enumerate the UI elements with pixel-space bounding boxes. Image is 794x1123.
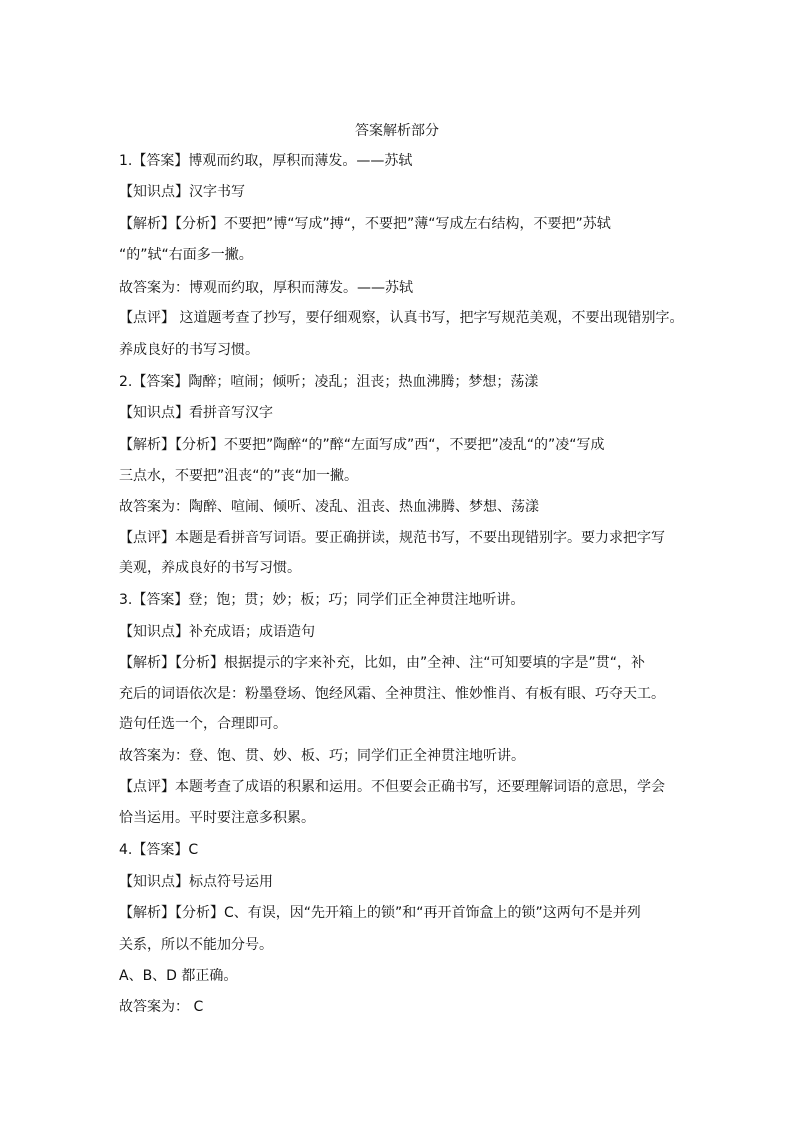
comment-2-cont: 美观，养成良好的书写习惯。 bbox=[119, 560, 301, 576]
analysis-1: 【解析】【分析】不要把”博“写成”搏“，不要把”薄“写成左右结构，不要把”苏轼 bbox=[119, 216, 611, 232]
answer-3: 3.【答案】登；饱；贯；妙；板；巧；同学们正全神贯注地听讲。 bbox=[119, 592, 525, 608]
final-answer-3: 故答案为：登、饱、贯、妙、板、巧；同学们正全神贯注地听讲。 bbox=[119, 748, 525, 764]
analysis-3-cont2: 造句任选一个，合理即可。 bbox=[119, 716, 287, 732]
analysis-3: 【解析】【分析】根据提示的字来补充，比如，由”全神、注“可知要填的字是”贯“，补 bbox=[119, 655, 646, 671]
final-answer-1: 故答案为：博观而约取，厚积而薄发。——苏轼 bbox=[119, 280, 413, 296]
analysis-4: 【解析】【分析】C、有误，因“先开箱上的锁”和“再开首饰盒上的锁”这两句不是并列 bbox=[119, 905, 641, 921]
answer-1: 1.【答案】博观而约取，厚积而薄发。——苏轼 bbox=[119, 153, 413, 169]
analysis-3-cont: 充后的词语依次是：粉墨登场、饱经风霜、全神贯注、惟妙惟肖、有板有眼、巧夺天工。 bbox=[119, 686, 665, 702]
analysis-2: 【解析】【分析】不要把”陶醉“的”醉“左面写成”西“，不要把”凌乱“的”凌“写成 bbox=[119, 437, 605, 453]
comment-1: 【点评】 这道题考查了抄写，要仔细观察，认真书写，把字写规范美观，不要出现错别字。 bbox=[119, 310, 684, 326]
answer-2: 2.【答案】陶醉；喧闹；倾听；凌乱；沮丧；热血沸腾；梦想；荡漾 bbox=[119, 374, 539, 390]
analysis-2-cont: 三点水，不要把”沮丧“的”丧“加一撇。 bbox=[119, 468, 359, 484]
answer-4: 4.【答案】C bbox=[119, 842, 199, 858]
comment-2: 【点评】本题是看拼音写词语。要正确拼读，规范书写，不要出现错别字。要力求把字写 bbox=[119, 530, 665, 546]
page-title: 答案解析部分 bbox=[355, 123, 439, 139]
analysis-4-cont: 关系，所以不能加分号。 bbox=[119, 937, 273, 953]
comment-3: 【点评】本题考查了成语的积累和运用。不但要会正确书写，还要理解词语的意思，学会 bbox=[119, 779, 665, 795]
comment-1-cont: 养成良好的书写习惯。 bbox=[119, 342, 259, 358]
final-answer-4: 故答案为： C bbox=[119, 999, 204, 1015]
comment-3-cont: 恰当运用。平时要注意多积累。 bbox=[119, 810, 315, 826]
knowledge-point-2: 【知识点】看拼音写汉字 bbox=[119, 405, 273, 421]
final-answer-2: 故答案为：陶醉、喧闹、倾听、凌乱、沮丧、热血沸腾、梦想、荡漾 bbox=[119, 499, 539, 515]
analysis-1-cont: “的”轼“右面多一撇。 bbox=[119, 247, 253, 263]
knowledge-point-1: 【知识点】汉字书写 bbox=[119, 184, 245, 200]
knowledge-point-4: 【知识点】标点符号运用 bbox=[119, 874, 273, 890]
knowledge-point-3: 【知识点】补充成语；成语造句 bbox=[119, 624, 315, 640]
analysis-4-note: A、B、D 都正确。 bbox=[119, 968, 238, 984]
